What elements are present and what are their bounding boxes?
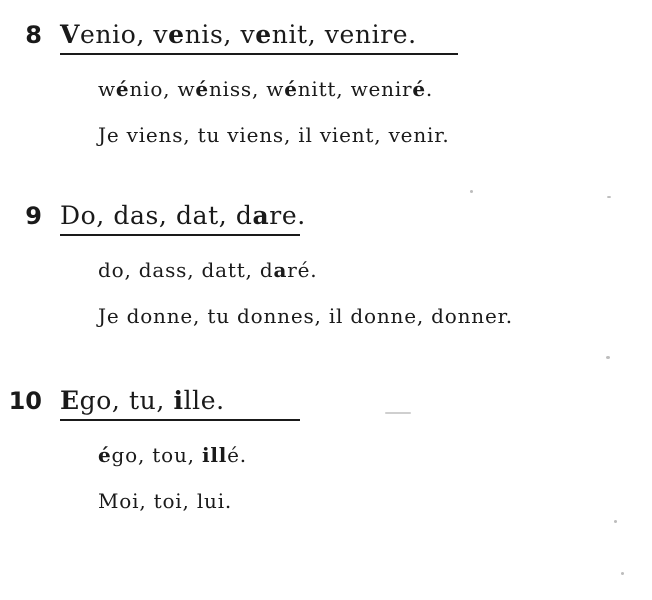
entry-number: 8 (25, 21, 42, 49)
entry-latin: Ego, tu, ille. (60, 386, 225, 415)
entry-translation: Je donne, tu donnes, il donne, donner. (98, 304, 513, 328)
scan-speck (470, 190, 473, 193)
vocabulary-entry (0, 201, 652, 328)
vocabulary-entry (0, 20, 652, 147)
entry-translation: Je viens, tu viens, il vient, venir. (98, 123, 450, 147)
entry-number: 9 (25, 202, 42, 230)
scan-speck (385, 412, 411, 414)
entry-headline (8, 386, 300, 421)
scan-speck (614, 520, 617, 523)
entry-pronunciation: do, dass, datt, daré. (98, 258, 318, 282)
entry-latin: Do, das, dat, dare. (60, 201, 306, 230)
scan-speck (621, 572, 624, 575)
vocabulary-entry (0, 386, 652, 513)
entry-headline (25, 20, 458, 55)
scan-speck (607, 196, 611, 198)
entry-pronunciation: wénio, wéniss, wénitt, weniré. (98, 77, 434, 101)
entry-number: 10 (8, 387, 42, 415)
entry-latin: Venio, venis, venit, venire. (60, 20, 417, 49)
entry-translation: Moi, toi, lui. (98, 489, 233, 513)
entry-headline (25, 201, 306, 236)
entry-pronunciation: égo, tou, illé. (98, 443, 247, 467)
scan-speck (606, 356, 610, 359)
